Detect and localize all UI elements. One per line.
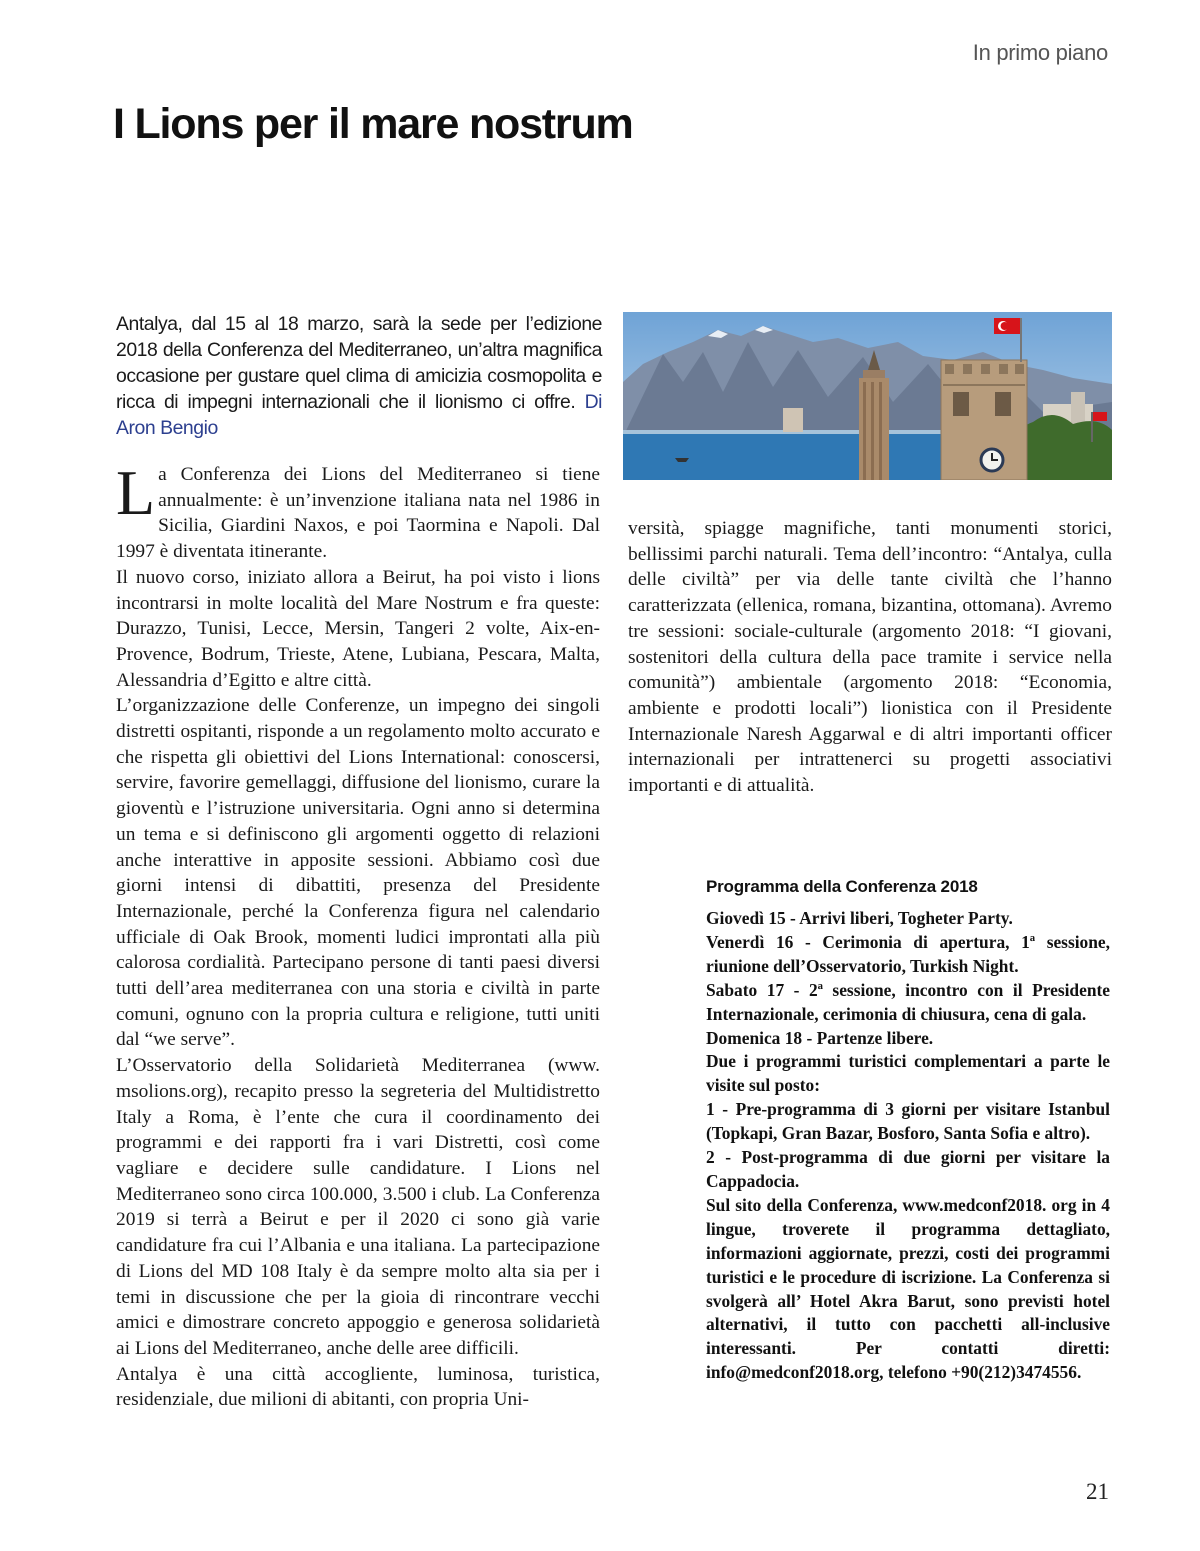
- paragraph-intro: [116, 457, 600, 565]
- byline: Di Aron Bengio: [116, 391, 603, 439]
- program-line: Venerdì 16 - Cerimonia di apertura, 1ª sessione, riunione dell’Osservatorio, Turkish Night.: [706, 931, 1110, 976]
- program-line: 1 - Pre-programma di 3 giorni per visitare Istanbul (Topkapi, Gran Bazar, Bosforo, Santa Sofia e altro).: [706, 1099, 1110, 1144]
- program-line: Giovedì 15 - Arrivi liberi, Togheter Party.: [706, 908, 1013, 928]
- drop-cap: L: [116, 457, 156, 528]
- paragraph: L’Osservatorio della Solidarietà Mediterranea (www. msolions.org), recapito presso la segreteria del Multidistretto Italy a Roma, è l’ente che cura il coordinamento dei programmi e dei rapporti fra i vari Distretti, così come vagliare e decidere sulle candidature. I Lions nel Mediterraneo sono circa 100.000, 3.500 i club. La Conferenza 2019 si terrà a Beirut e per il 2020 ci sono già varie candidature fra cui l’Albania e una italiana. La partecipazione di Lions del MD 108 Italy è da sempre molto alta sia per i temi in discussione che per la gioia di rincontrare vecchi amici e dimostrare concreto appoggio e generosa solidarietà ai Lions del Mediterraneo, anche delle aree difficili.: [116, 1055, 600, 1359]
- paragraph-continued: versità, spiagge magnifiche, tanti monumenti storici, bellissimi parchi naturali. Tema dell’incontro: “Antalya, culla delle civiltà” per via delle tante civiltà che l’hanno caratterizzata (ellenica, romana, bizantina, ottomana). Avremo tre sessioni: sociale-culturale (argomento 2018: “I giovani, sostenitori della cultura della pace tramite i service nella comunità”) ambientale (argomento 2018: “Economia, ambiente e prodotti locali”) lionistica con il Presidente Internazionale Naresh Aggarwal e di altri importanti officer internazionali per intrattenerci su progetti associativi importanti e di attualità.: [628, 518, 1112, 797]
- article-body-right: [628, 516, 1112, 799]
- paragraph: Il nuovo corso, iniziato allora a Beirut, ha poi visto i lions incontrarsi in molte località del Mare Nostrum e fra queste: Durazzo, Tunisi, Lecce, Mersin, Tangeri 2 volte, Aix-en-Provence, Bodrum, Trieste, Atene, Lubiana, Pescara, Malta, Alessandria d’Egitto e altre città.: [116, 566, 600, 691]
- lead-text: Antalya, dal 15 al 18 marzo, sarà la sede per l’edizione 2018 della Conferenza del Mediterraneo, un’altra magnifica occasione per gustare quel clima di amicizia cosmopolita e ricca di impegni internazionali che il lionismo ci offre.: [116, 313, 602, 413]
- program-box: [706, 877, 1110, 1385]
- program-line: Sabato 17 - 2ª sessione, incontro con il Presidente Internazionale, cerimonia di chiusura, cena di gala.: [706, 979, 1110, 1024]
- article-lead: [116, 311, 602, 441]
- coastal-buildings: [783, 408, 803, 432]
- paragraph: Antalya è una città accogliente, luminosa, turistica, residenziale, due milioni di abitanti, con propria Uni-: [116, 1363, 600, 1411]
- clock-tower: [941, 360, 1027, 480]
- trees: [1013, 415, 1112, 480]
- program-line: 2 - Post-programma di due giorni per visitare la Cappadocia.: [706, 1147, 1110, 1191]
- page-number: 21: [1086, 1479, 1109, 1504]
- article-body-left: [116, 457, 600, 1413]
- antalya-photo-illustration: [623, 312, 1112, 480]
- intro-text: a Conferenza dei Lions del Mediterraneo si tiene annualmente: è un’invenzione italiana nata nel 1986 in Sicilia, Giardini Naxos, e poi Taormina e Napoli. Dal 1997 è diventata itinerante.: [116, 464, 600, 563]
- program-line: Due i programmi turistici complementari a parte le visite sul posto:: [706, 1051, 1110, 1096]
- paragraph: L’organizzazione delle Conferenze, un impegno dei singoli distretti ospitanti, risponde a un regolamento molto accurato e che rispetta gli obiettivi del Lions International: conoscersi, servire, favorire gemellaggi, diffusione del lionismo, curare la gioventù e l’istruzione universitaria. Ogni anno si determina un tema e si definiscono gli argomenti oggetto di relazioni anche interattive in apposite sessioni. Abbiamo così due giorni intensi di dibattiti, presenza del Presidente Internazionale, perché la Conferenza figura nel calendario ufficiale di Oak Brook, momenti ludici improntati alla più calorosa cordialità. Partecipano persone di tanti paesi diversi tutti dell’area mediterranea con una storia e civiltà in parte comuni, ognuno con la propria cultura e religione, tutti uniti dal “we serve”.: [116, 695, 600, 1051]
- antalya-photo: [623, 312, 1112, 480]
- program-line: Sul sito della Conferenza, www.medconf2018. org in 4 lingue, troverete il programma dettagliato, informazioni aggiornate, prezzi, costi dei programmi turistici e le procedure di iscrizione. La Conferenza si svolgerà all’ Hotel Akra Barut, sono previsti hotel alternativi, il tutto con pacchetti all-inclusive interessanti. Per contatti diretti: info@medconf2018.org, telefono +90(212)3474556.: [706, 1194, 1110, 1383]
- program-title: Programma della Conferenza 2018: [706, 877, 978, 896]
- program-line: Domenica 18 - Partenze libere.: [706, 1027, 934, 1048]
- section-label: In primo piano: [972, 40, 1108, 65]
- program-body: [706, 907, 1110, 1385]
- article-title: I Lions per il mare nostrum: [113, 100, 633, 148]
